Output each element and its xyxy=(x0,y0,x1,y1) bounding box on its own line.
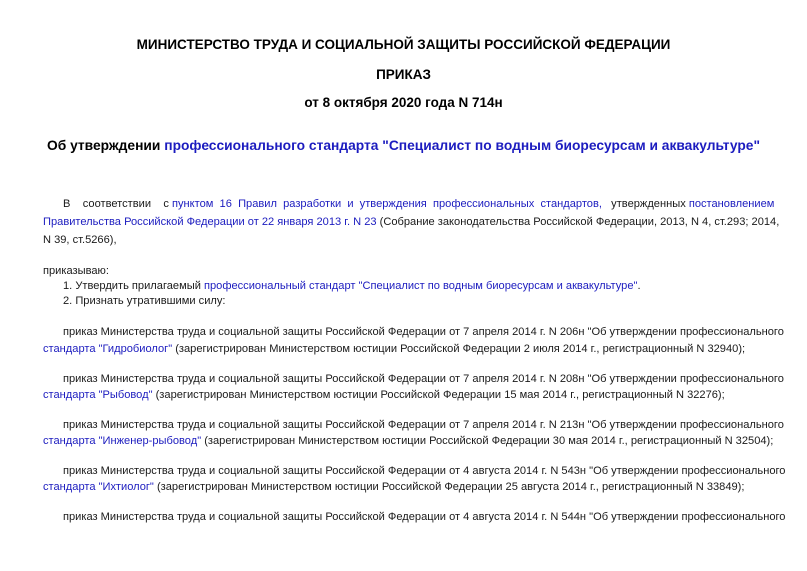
item-2: 2. Признать утратившими силу: xyxy=(63,295,226,307)
intro-line-1 xyxy=(63,196,774,212)
repealed-order-4-line-1[interactable]: приказ Министерства труда и социальной защиты Российской Федерации от 4 августа 2014 г. N 543н "Об утверждении профессионального xyxy=(63,465,786,477)
repealed-order-4-standard-link[interactable]: стандарта "Ихтиолог" xyxy=(43,481,154,493)
order-title-prefix: Об утверждении xyxy=(46,138,165,153)
repealed-order-1-standard-link[interactable]: стандарта "Гидробиолог" xyxy=(43,343,173,355)
ministry-heading: МИНИСТЕРСТВО ТРУДА И СОЦИАЛЬНОЙ ЗАЩИТЫ РОССИЙСКОЙ ФЕДЕРАЦИИ xyxy=(136,37,671,52)
item-1-prefix: 1. Утвердить прилагаемый xyxy=(63,280,204,292)
repealed-order-3-line-2 xyxy=(43,433,773,449)
repealed-order-2-line-2 xyxy=(43,387,725,403)
doc-type-heading: ПРИКАЗ xyxy=(376,67,431,82)
item-1-link[interactable]: профессиональный стандарт "Специалист по водным биоресурсам и аквакультуре" xyxy=(203,280,638,292)
order-title xyxy=(0,138,807,154)
repealed-order-5-line-1[interactable]: приказ Министерства труда и социальной защиты Российской Федерации от 4 августа 2014 г. N 544н "Об утверждении профессионального xyxy=(63,511,786,523)
repealed-order-2-standard-link[interactable]: стандарта "Рыбовод" xyxy=(43,389,153,401)
repealed-order-4-registration: (зарегистрирован Министерством юстиции Российской Федерации 25 августа 2014 г., регистрационный N 33849); xyxy=(153,481,745,493)
repealed-order-4-line-2 xyxy=(43,479,744,495)
repealed-order-1-registration: (зарегистрирован Министерством юстиции Российской Федерации 2 июля 2014 г., регистрационный N 32940); xyxy=(172,343,746,355)
item-1 xyxy=(63,278,641,294)
repealed-order-2-line-1[interactable]: приказ Министерства труда и социальной защиты Российской Федерации от 7 апреля 2014 г. N 208н "Об утверждении профессионального xyxy=(63,373,784,385)
decree-link-a[interactable]: постановлением xyxy=(688,198,775,210)
intro-line-2 xyxy=(43,214,779,230)
repealed-order-2-registration: (зарегистрирован Министерством юстиции Российской Федерации 15 мая 2014 г., регистрационный N 32276); xyxy=(152,389,725,401)
order-word: приказываю: xyxy=(43,265,109,277)
repealed-order-3-registration: (зарегистрирован Министерством юстиции Российской Федерации 30 мая 2014 г., регистрационный N 32504); xyxy=(201,435,774,447)
item-1-suffix: . xyxy=(637,280,641,292)
date-number-heading: от 8 октября 2020 года N 714н xyxy=(304,95,503,110)
rules-link[interactable]: пунктом 16 Правил разработки и утверждения профессиональных стандартов, xyxy=(171,198,602,210)
repealed-order-3-standard-link[interactable]: стандарта "Инженер-рыбовод" xyxy=(43,435,202,447)
intro-text-a: В соответствии с xyxy=(63,198,172,210)
intro-line-3: N 39, ст.5266), xyxy=(43,234,117,246)
repealed-order-3-line-1[interactable]: приказ Министерства труда и социальной защиты Российской Федерации от 7 апреля 2014 г. N 213н "Об утверждении профессионального xyxy=(63,419,784,431)
repealed-order-1-line-1[interactable]: приказ Министерства труда и социальной защиты Российской Федерации от 7 апреля 2014 г. N 206н "Об утверждении профессионального xyxy=(63,326,784,338)
repealed-order-1-line-2 xyxy=(43,341,745,357)
intro-text-c: (Собрание законодательства Российской Федерации, 2013, N 4, ст.293; 2014, xyxy=(376,216,780,228)
decree-link-b[interactable]: Правительства Российской Федерации от 22 января 2013 г. N 23 xyxy=(43,216,377,228)
order-title-link[interactable]: профессионального стандарта "Специалист по водным биоресурсам и аквакультуре" xyxy=(164,138,761,153)
intro-text-b: утвержденных xyxy=(601,198,689,210)
